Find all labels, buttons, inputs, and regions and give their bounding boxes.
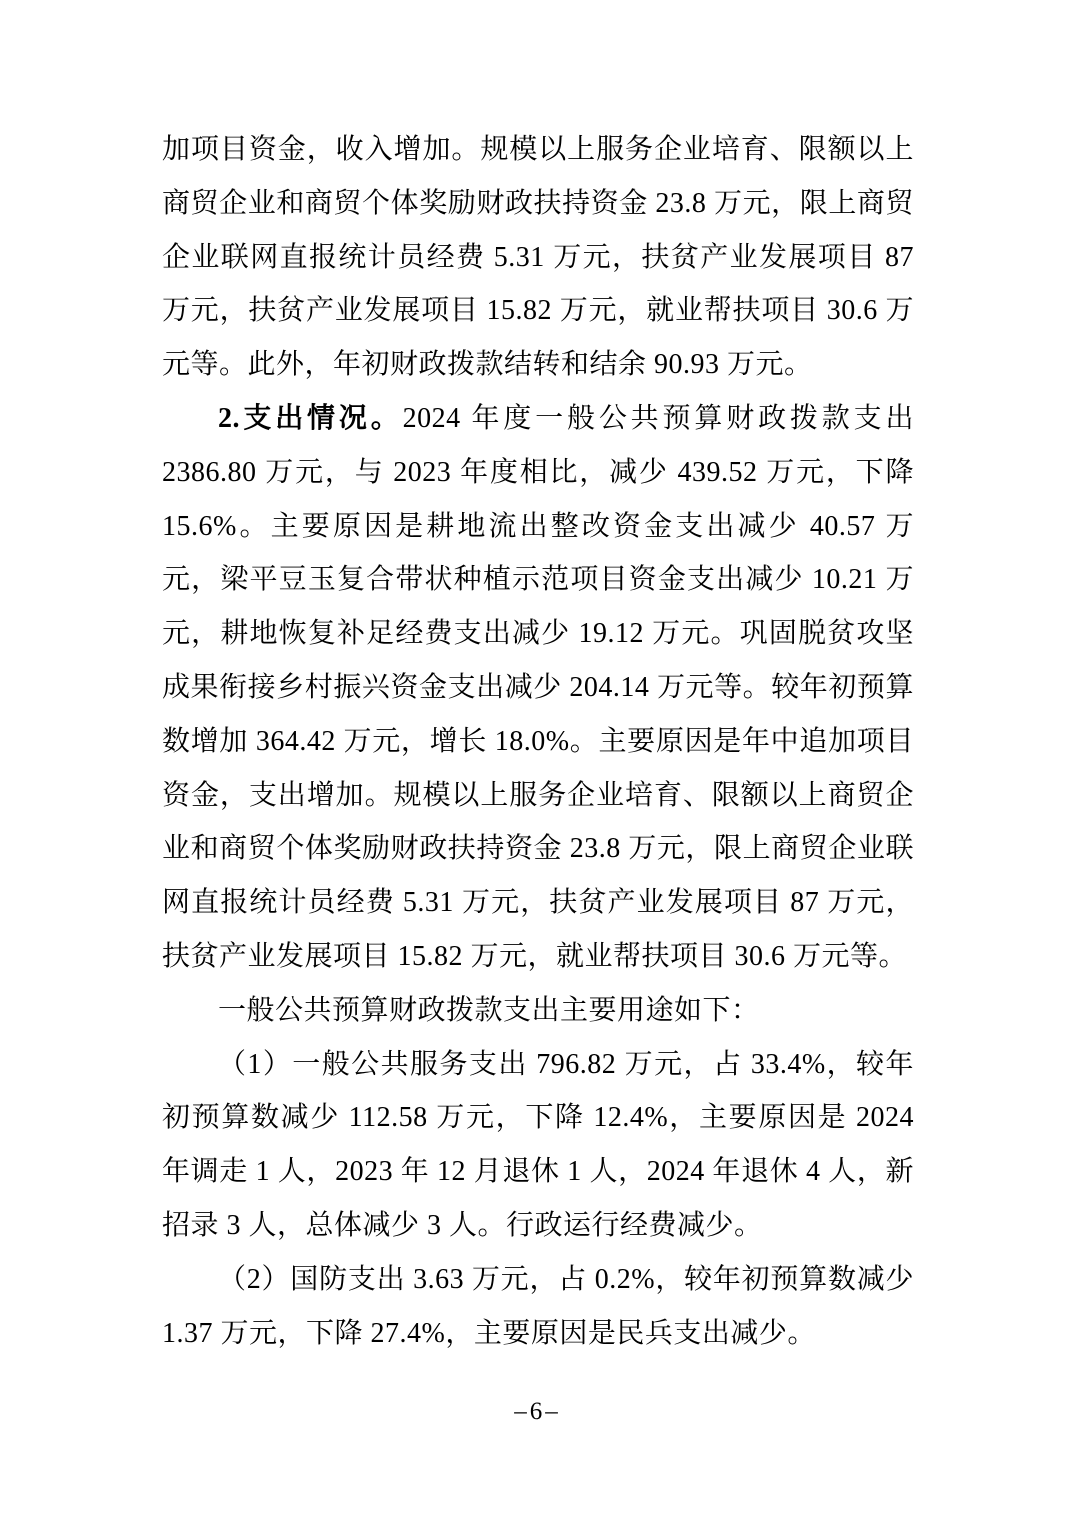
paragraph-text: （1）一般公共服务支出 796.82 万元，占 33.4%，较年初预算数减少 112.58 万元，下降 12.4%，主要原因是 2024 年调走 1 人，2023 年 12 月退休 1 人，2024 年退休 4 人，新招录 3 人，总体减少 3 人。行政运行经费减少。 — [162, 1048, 914, 1241]
paragraph-text: 2024 年度一般公共预算财政拨款支出 2386.80 万元，与 2023 年度相比，减少 439.52 万元，下降 15.6%。主要原因是耕地流出整改资金支出减少 40.57 万元，梁平豆玉复合带状种植示范项目资金支出减少 10.21 万元，耕地恢复补足经费支出减少 19.12 万元。巩固脱贫攻坚成果衔接乡村振兴资金支出减少 204.14 万元等。较年初预算数增加 364.42 万元，增长 18.0%。主要原因是年中追加项目资金，支出增加。规模以上服务企业培育、限额以上商贸企业和商贸个体奖励财政扶持资金 23.8 万元，限上商贸企业联网直报统计员经费 5.31 万元，扶贫产业发展项目 87 万元，扶贫产业发展项目 15.82 万元，就业帮扶项目 30.6 万元等。 — [162, 402, 914, 972]
paragraph-text: （2）国防支出 3.63 万元，占 0.2%，较年初预算数减少 1.37 万元，下降 27.4%，主要原因是民兵支出减少。 — [162, 1263, 914, 1349]
paragraph-text: 一般公共预算财政拨款支出主要用途如下： — [218, 994, 760, 1026]
document-body — [162, 123, 914, 1360]
paragraph-item-1-general-public-services — [162, 1038, 914, 1253]
paragraph-text: 加项目资金，收入增加。规模以上服务企业培育、限额以上商贸企业和商贸个体奖励财政扶持资金 23.8 万元，限上商贸企业联网直报统计员经费 5.31 万元，扶贫产业发展项目 87 万元，扶贫产业发展项目 15.82 万元，就业帮扶项目 30.6 万元等。此外，年初财政拨款结转和结余 90.93 万元。 — [162, 134, 914, 381]
paragraph-continuation — [162, 123, 914, 392]
paragraph-bold-lead: 2.支出情况。 — [218, 402, 403, 434]
paragraph-item-2-national-defense — [162, 1253, 914, 1361]
page-number: –6– — [514, 1398, 561, 1425]
paragraph-usage-intro — [162, 984, 914, 1038]
paragraph-expenditure-overview — [162, 392, 914, 984]
